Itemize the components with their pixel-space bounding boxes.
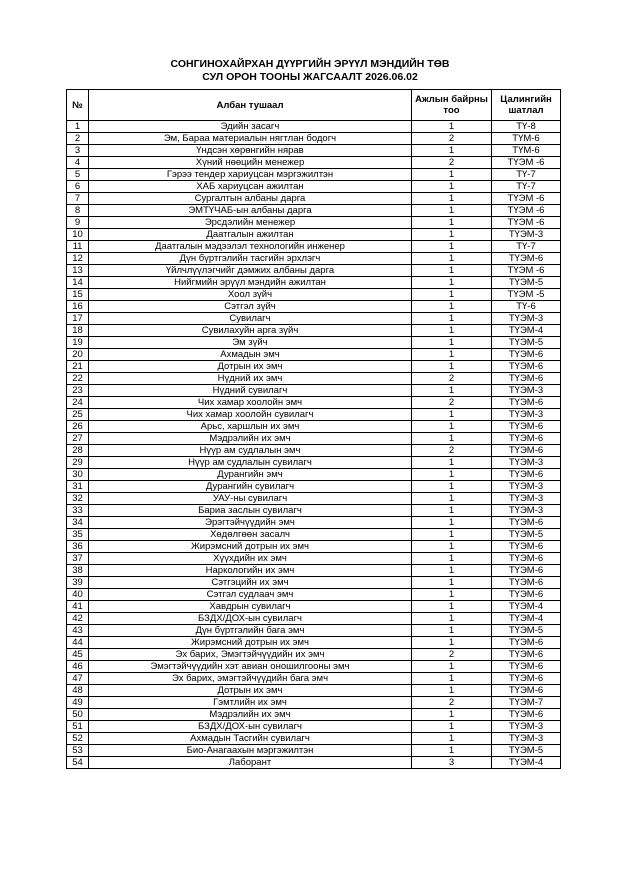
table-body <box>67 121 561 769</box>
row-number-cell: 7 <box>67 193 89 205</box>
table-row <box>67 553 561 565</box>
position-cell: Нүдний сувилагч <box>89 385 412 397</box>
vacancy-count-cell: 1 <box>412 553 492 565</box>
salary-grade-cell: ТҮЭМ -6 <box>492 193 561 205</box>
vacancy-count-cell: 1 <box>412 181 492 193</box>
table-row <box>67 577 561 589</box>
salary-grade-cell: ТҮЭМ-3 <box>492 385 561 397</box>
row-number-cell: 40 <box>67 589 89 601</box>
salary-grade-cell: ТҮЭМ-6 <box>492 253 561 265</box>
position-cell: Гэмтлийн их эмч <box>89 697 412 709</box>
salary-grade-cell: ТҮЭМ -6 <box>492 265 561 277</box>
salary-grade-cell: ТҮЭМ-6 <box>492 637 561 649</box>
vacancy-count-cell: 2 <box>412 697 492 709</box>
vacancy-count-cell: 1 <box>412 205 492 217</box>
column-header-count-line2: тоо <box>443 105 460 116</box>
row-number-cell: 17 <box>67 313 89 325</box>
position-cell: Жирэмсний дотрын их эмч <box>89 541 412 553</box>
position-cell: Дүн бүртгэлийн тасгийн эрхлэгч <box>89 253 412 265</box>
salary-grade-cell: ТҮМ-6 <box>492 145 561 157</box>
table-row <box>67 745 561 757</box>
position-cell: ХАБ хариуцсан ажилтан <box>89 181 412 193</box>
column-header-count-line1: Ажлын байрны <box>415 94 488 105</box>
row-number-cell: 45 <box>67 649 89 661</box>
table-row <box>67 625 561 637</box>
position-cell: Эм, Бараа материалын нягтлан бодогч <box>89 133 412 145</box>
row-number-cell: 51 <box>67 721 89 733</box>
salary-grade-cell: ТҮЭМ-6 <box>492 397 561 409</box>
row-number-cell: 14 <box>67 277 89 289</box>
vacancy-count-cell: 1 <box>412 589 492 601</box>
vacancy-count-cell: 1 <box>412 721 492 733</box>
salary-grade-cell: ТҮ-7 <box>492 169 561 181</box>
row-number-cell: 4 <box>67 157 89 169</box>
row-number-cell: 1 <box>67 121 89 133</box>
row-number-cell: 5 <box>67 169 89 181</box>
row-number-cell: 3 <box>67 145 89 157</box>
vacancy-count-cell: 1 <box>412 421 492 433</box>
salary-grade-cell: ТҮЭМ-6 <box>492 349 561 361</box>
row-number-cell: 41 <box>67 601 89 613</box>
position-cell: Сэтгэцийн их эмч <box>89 577 412 589</box>
row-number-cell: 19 <box>67 337 89 349</box>
row-number-cell: 12 <box>67 253 89 265</box>
vacancy-count-cell: 2 <box>412 373 492 385</box>
salary-grade-cell: ТҮЭМ-6 <box>492 685 561 697</box>
position-cell: Эм зүйч <box>89 337 412 349</box>
table-row <box>67 613 561 625</box>
vacancy-count-cell: 1 <box>412 313 492 325</box>
row-number-cell: 11 <box>67 241 89 253</box>
table-row <box>67 733 561 745</box>
row-number-cell: 16 <box>67 301 89 313</box>
vacancy-count-cell: 1 <box>412 169 492 181</box>
vacancy-count-cell: 3 <box>412 757 492 769</box>
position-cell: Эх барих, Эмэгтэйчүүдийн их эмч <box>89 649 412 661</box>
vacancy-count-cell: 1 <box>412 457 492 469</box>
table-row <box>67 601 561 613</box>
position-cell: Нүүр ам судлалын сувилагч <box>89 457 412 469</box>
row-number-cell: 22 <box>67 373 89 385</box>
table-row <box>67 313 561 325</box>
table-row <box>67 433 561 445</box>
salary-grade-cell: ТҮЭМ-6 <box>492 421 561 433</box>
vacancy-count-cell: 1 <box>412 409 492 421</box>
vacancy-count-cell: 1 <box>412 601 492 613</box>
header-row <box>67 90 561 121</box>
salary-grade-cell: ТҮЭМ-5 <box>492 529 561 541</box>
position-cell: Арьс, харшлын их эмч <box>89 421 412 433</box>
table-row <box>67 241 561 253</box>
salary-grade-cell: ТҮЭМ-6 <box>492 577 561 589</box>
row-number-cell: 39 <box>67 577 89 589</box>
table-row <box>67 277 561 289</box>
column-header-number: № <box>67 90 89 121</box>
row-number-cell: 48 <box>67 685 89 697</box>
vacancy-count-cell: 1 <box>412 541 492 553</box>
vacancy-count-cell: 1 <box>412 217 492 229</box>
row-number-cell: 20 <box>67 349 89 361</box>
position-cell: УАУ-ны сувилагч <box>89 493 412 505</box>
position-cell: Нийгмийн эрүүл мэндийн ажилтан <box>89 277 412 289</box>
row-number-cell: 43 <box>67 625 89 637</box>
salary-grade-cell: ТҮЭМ-5 <box>492 745 561 757</box>
vacancy-count-cell: 1 <box>412 265 492 277</box>
salary-grade-cell: ТҮЭМ-7 <box>492 697 561 709</box>
table-row <box>67 445 561 457</box>
salary-grade-cell: ТҮЭМ-3 <box>492 721 561 733</box>
position-cell: Эрэгтэйчүүдийн эмч <box>89 517 412 529</box>
row-number-cell: 49 <box>67 697 89 709</box>
position-cell: Хөдөлгөөн засалч <box>89 529 412 541</box>
row-number-cell: 53 <box>67 745 89 757</box>
table-row <box>67 217 561 229</box>
row-number-cell: 30 <box>67 469 89 481</box>
salary-grade-cell: ТҮЭМ-6 <box>492 433 561 445</box>
table-row <box>67 589 561 601</box>
position-cell: Үйлчлүүлэгчийг дэмжих албаны дарга <box>89 265 412 277</box>
table-row <box>67 649 561 661</box>
salary-grade-cell: ТҮ-6 <box>492 301 561 313</box>
position-cell: Сувилахуйн арга зүйч <box>89 325 412 337</box>
column-header-position: Албан тушаал <box>89 90 412 121</box>
salary-grade-cell: ТҮЭМ-3 <box>492 481 561 493</box>
salary-grade-cell: ТҮЭМ-3 <box>492 313 561 325</box>
row-number-cell: 13 <box>67 265 89 277</box>
position-cell: Бариа заслын сувилагч <box>89 505 412 517</box>
salary-grade-cell: ТҮЭМ-3 <box>492 493 561 505</box>
table-row <box>67 685 561 697</box>
table-row <box>67 709 561 721</box>
table-row <box>67 349 561 361</box>
row-number-cell: 54 <box>67 757 89 769</box>
column-header-grade <box>492 90 561 121</box>
vacancy-count-cell: 2 <box>412 445 492 457</box>
salary-grade-cell: ТҮЭМ-6 <box>492 565 561 577</box>
table-row <box>67 289 561 301</box>
vacancy-count-cell: 2 <box>412 157 492 169</box>
table-row <box>67 517 561 529</box>
table-row <box>67 301 561 313</box>
vacancy-count-cell: 1 <box>412 733 492 745</box>
vacancy-count-cell: 1 <box>412 325 492 337</box>
position-cell: Лаборант <box>89 757 412 769</box>
position-cell: Чих хамар хоолойн сувилагч <box>89 409 412 421</box>
table-row <box>67 409 561 421</box>
row-number-cell: 38 <box>67 565 89 577</box>
position-cell: Даатгалын мэдээлэл технологийн инженер <box>89 241 412 253</box>
salary-grade-cell: ТҮЭМ -6 <box>492 217 561 229</box>
position-cell: ЭМТҮЧАБ-ын албаны дарга <box>89 205 412 217</box>
table-row <box>67 205 561 217</box>
position-cell: Хүний нөөцийн менежер <box>89 157 412 169</box>
table-row <box>67 265 561 277</box>
vacancy-count-cell: 2 <box>412 133 492 145</box>
salary-grade-cell: ТҮЭМ-6 <box>492 541 561 553</box>
row-number-cell: 46 <box>67 661 89 673</box>
salary-grade-cell: ТҮЭМ-6 <box>492 649 561 661</box>
vacancy-count-cell: 1 <box>412 673 492 685</box>
table-row <box>67 697 561 709</box>
position-cell: Жирэмсний дотрын их эмч <box>89 637 412 649</box>
position-cell: Био-Анагаахын мэргэжилтэн <box>89 745 412 757</box>
column-header-count <box>412 90 492 121</box>
vacancy-count-cell: 1 <box>412 337 492 349</box>
vacancy-count-cell: 1 <box>412 361 492 373</box>
table-row <box>67 385 561 397</box>
position-cell: Үндсэн хөрөнгийн нярав <box>89 145 412 157</box>
salary-grade-cell: ТҮЭМ-3 <box>492 409 561 421</box>
position-cell: Хавдрын сувилагч <box>89 601 412 613</box>
table-row <box>67 373 561 385</box>
vacancy-count-cell: 1 <box>412 385 492 397</box>
salary-grade-cell: ТҮЭМ-4 <box>492 601 561 613</box>
vacancy-count-cell: 1 <box>412 637 492 649</box>
vacancy-count-cell: 1 <box>412 529 492 541</box>
row-number-cell: 34 <box>67 517 89 529</box>
row-number-cell: 28 <box>67 445 89 457</box>
row-number-cell: 10 <box>67 229 89 241</box>
vacancy-count-cell: 1 <box>412 253 492 265</box>
row-number-cell: 6 <box>67 181 89 193</box>
position-cell: Нүүр ам судлалын эмч <box>89 445 412 457</box>
salary-grade-cell: ТҮЭМ-4 <box>492 757 561 769</box>
row-number-cell: 47 <box>67 673 89 685</box>
position-cell: Даатгалын ажилтан <box>89 229 412 241</box>
salary-grade-cell: ТҮ-7 <box>492 241 561 253</box>
position-cell: Дурангийн эмч <box>89 469 412 481</box>
vacancy-count-cell: 1 <box>412 577 492 589</box>
salary-grade-cell: ТҮЭМ-6 <box>492 673 561 685</box>
table-row <box>67 253 561 265</box>
position-cell: Эдийн засагч <box>89 121 412 133</box>
vacancy-count-cell: 1 <box>412 709 492 721</box>
position-cell: Дотрын их эмч <box>89 361 412 373</box>
table-row <box>67 469 561 481</box>
row-number-cell: 31 <box>67 481 89 493</box>
table-row <box>67 181 561 193</box>
table-row <box>67 637 561 649</box>
vacancy-count-cell: 1 <box>412 277 492 289</box>
salary-grade-cell: ТҮЭМ-6 <box>492 445 561 457</box>
salary-grade-cell: ТҮЭМ-5 <box>492 337 561 349</box>
row-number-cell: 36 <box>67 541 89 553</box>
table-row <box>67 361 561 373</box>
salary-grade-cell: ТҮЭМ-3 <box>492 505 561 517</box>
position-cell: Хоол зүйч <box>89 289 412 301</box>
position-cell: Сэтгэл зүйч <box>89 301 412 313</box>
salary-grade-cell: ТҮЭМ-6 <box>492 553 561 565</box>
vacancy-count-cell: 1 <box>412 493 492 505</box>
position-cell: Эх барих, эмэгтэйчүүдийн бага эмч <box>89 673 412 685</box>
row-number-cell: 27 <box>67 433 89 445</box>
vacancy-count-cell: 2 <box>412 649 492 661</box>
position-cell: Гэрээ тендер хариуцсан мэргэжилтэн <box>89 169 412 181</box>
salary-grade-cell: ТҮЭМ-6 <box>492 709 561 721</box>
vacancy-count-cell: 1 <box>412 433 492 445</box>
row-number-cell: 23 <box>67 385 89 397</box>
salary-grade-cell: ТҮЭМ-3 <box>492 457 561 469</box>
salary-grade-cell: ТҮМ-6 <box>492 133 561 145</box>
position-cell: БЗДХ/ДОХ-ын сувилагч <box>89 721 412 733</box>
position-cell: Мэдрэлийн их эмч <box>89 709 412 721</box>
vacancy-count-cell: 1 <box>412 229 492 241</box>
vacancy-count-cell: 2 <box>412 397 492 409</box>
position-cell: БЗДХ/ДОХ-ын сувилагч <box>89 613 412 625</box>
row-number-cell: 24 <box>67 397 89 409</box>
salary-grade-cell: ТҮЭМ-5 <box>492 277 561 289</box>
vacancy-count-cell: 1 <box>412 613 492 625</box>
salary-grade-cell: ТҮЭМ -5 <box>492 289 561 301</box>
row-number-cell: 42 <box>67 613 89 625</box>
table-row <box>67 397 561 409</box>
table-row <box>67 325 561 337</box>
vacancy-count-cell: 1 <box>412 241 492 253</box>
salary-grade-cell: ТҮЭМ -6 <box>492 157 561 169</box>
position-cell: Дурангийн сувилагч <box>89 481 412 493</box>
vacancy-count-cell: 1 <box>412 349 492 361</box>
position-cell: Ахмадын эмч <box>89 349 412 361</box>
table-row <box>67 529 561 541</box>
position-cell: Эмэгтэйчүүдийн хэт авиан оношилгооны эмч <box>89 661 412 673</box>
vacancy-count-cell: 1 <box>412 121 492 133</box>
vacancy-count-cell: 1 <box>412 565 492 577</box>
salary-grade-cell: ТҮЭМ-3 <box>492 733 561 745</box>
salary-grade-cell: ТҮ-8 <box>492 121 561 133</box>
row-number-cell: 33 <box>67 505 89 517</box>
vacancy-count-cell: 1 <box>412 517 492 529</box>
salary-grade-cell: ТҮЭМ-6 <box>492 469 561 481</box>
position-cell: Хүүхдийн их эмч <box>89 553 412 565</box>
table-row <box>67 337 561 349</box>
position-cell: Чих хамар хоолойн эмч <box>89 397 412 409</box>
table-row <box>67 133 561 145</box>
salary-grade-cell: ТҮЭМ-6 <box>492 361 561 373</box>
vacancy-count-cell: 1 <box>412 745 492 757</box>
table-row <box>67 157 561 169</box>
vacancy-count-cell: 1 <box>412 481 492 493</box>
vacancy-count-cell: 1 <box>412 685 492 697</box>
salary-grade-cell: ТҮЭМ-5 <box>492 625 561 637</box>
table-row <box>67 661 561 673</box>
table-row <box>67 169 561 181</box>
column-header-grade-line1: Цалингийн <box>500 94 552 105</box>
row-number-cell: 52 <box>67 733 89 745</box>
position-cell: Нүдний их эмч <box>89 373 412 385</box>
table-row <box>67 193 561 205</box>
row-number-cell: 50 <box>67 709 89 721</box>
row-number-cell: 18 <box>67 325 89 337</box>
row-number-cell: 15 <box>67 289 89 301</box>
salary-grade-cell: ТҮЭМ-6 <box>492 517 561 529</box>
position-cell: Наркологийн их эмч <box>89 565 412 577</box>
row-number-cell: 44 <box>67 637 89 649</box>
table-row <box>67 565 561 577</box>
vacancy-table <box>66 89 561 769</box>
vacancy-count-cell: 1 <box>412 625 492 637</box>
table-header <box>67 90 561 121</box>
vacancy-count-cell: 1 <box>412 661 492 673</box>
column-header-grade-line2: шатлал <box>508 105 544 116</box>
position-cell: Сувилагч <box>89 313 412 325</box>
position-cell: Эрсдэлийн менежер <box>89 217 412 229</box>
table-row <box>67 457 561 469</box>
row-number-cell: 37 <box>67 553 89 565</box>
vacancy-count-cell: 1 <box>412 145 492 157</box>
table-row <box>67 673 561 685</box>
position-cell: Сургалтын албаны дарга <box>89 193 412 205</box>
row-number-cell: 29 <box>67 457 89 469</box>
row-number-cell: 26 <box>67 421 89 433</box>
document-title: СОНГИНОХАЙРХАН ДҮҮРГИЙН ЭРҮҮЛ МЭНДИЙН ТӨВ <box>170 58 450 70</box>
salary-grade-cell: ТҮЭМ-3 <box>492 229 561 241</box>
position-cell: Ахмадын Тасгийн сувилагч <box>89 733 412 745</box>
table-row <box>67 757 561 769</box>
salary-grade-cell: ТҮ-7 <box>492 181 561 193</box>
row-number-cell: 32 <box>67 493 89 505</box>
table-row <box>67 145 561 157</box>
table-row <box>67 421 561 433</box>
position-cell: Сэтгэл судлаач эмч <box>89 589 412 601</box>
vacancy-count-cell: 1 <box>412 505 492 517</box>
row-number-cell: 2 <box>67 133 89 145</box>
salary-grade-cell: ТҮЭМ-4 <box>492 325 561 337</box>
row-number-cell: 21 <box>67 361 89 373</box>
table-row <box>67 721 561 733</box>
table-row <box>67 121 561 133</box>
document-subtitle: СУЛ ОРОН ТООНЫ ЖАГСААЛТ 2026.06.02 <box>202 71 418 83</box>
table-row <box>67 481 561 493</box>
vacancy-count-cell: 1 <box>412 301 492 313</box>
vacancy-count-cell: 1 <box>412 193 492 205</box>
table-row <box>67 493 561 505</box>
salary-grade-cell: ТҮЭМ -6 <box>492 205 561 217</box>
table-row <box>67 541 561 553</box>
position-cell: Дотрын их эмч <box>89 685 412 697</box>
vacancy-count-cell: 1 <box>412 469 492 481</box>
vacancy-count-cell: 1 <box>412 289 492 301</box>
position-cell: Дүн бүртгэлийн бага эмч <box>89 625 412 637</box>
salary-grade-cell: ТҮЭМ-6 <box>492 661 561 673</box>
salary-grade-cell: ТҮЭМ-6 <box>492 589 561 601</box>
salary-grade-cell: ТҮЭМ-4 <box>492 613 561 625</box>
row-number-cell: 8 <box>67 205 89 217</box>
table-row <box>67 505 561 517</box>
position-cell: Мэдрэлийн их эмч <box>89 433 412 445</box>
row-number-cell: 35 <box>67 529 89 541</box>
row-number-cell: 25 <box>67 409 89 421</box>
salary-grade-cell: ТҮЭМ-6 <box>492 373 561 385</box>
row-number-cell: 9 <box>67 217 89 229</box>
table-row <box>67 229 561 241</box>
